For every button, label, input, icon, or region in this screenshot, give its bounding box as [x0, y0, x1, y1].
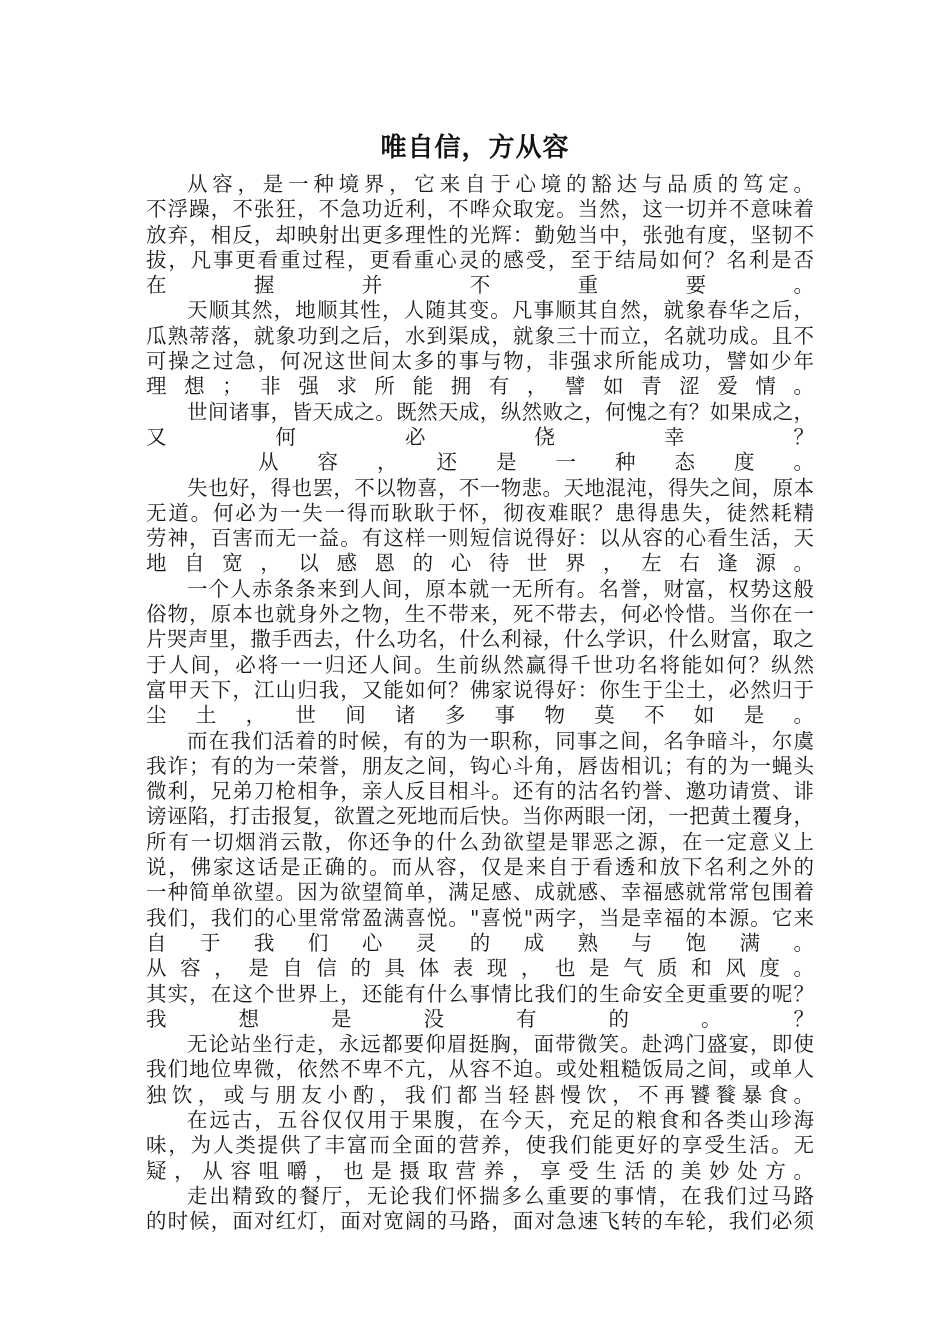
text-line: 俗物，原本也就身外之物，生不带来，死不带去，何必怜惜。当你在一: [146, 602, 814, 627]
text-line: 自于我们心灵的成熟与饱满。: [146, 930, 814, 955]
text-line: 的时候，面对红灯，面对宽阔的马路，面对急速飞转的车轮，我们必须: [146, 1209, 814, 1234]
text-line: 所有一切烟消云散，你还争的什么劲欲望是罪恶之源，在一定意义上: [146, 829, 814, 854]
text-line: 我诈；有的为一荣誉，朋友之间，钩心斗角，唇齿相讥；有的为一蝇头: [146, 753, 814, 778]
text-line: 其实，在这个世界上，还能有什么事情比我们的生命安全更重要的呢？: [146, 981, 814, 1006]
text-line: 片哭声里，撒手西去，什么功名，什么利禄，什么学识，什么财富，取之: [146, 627, 814, 652]
text-line: 又何必侥幸？: [146, 424, 814, 449]
text-line: 瓜熟蒂落，就象功到之后，水到渠成，就象三十而立，名就功成。且不: [146, 323, 814, 348]
text-line: 说，佛家这话是正确的。而从容，仅是来自于看透和放下名利之外的: [146, 855, 814, 880]
text-line: 而在我们活着的时候，有的为一职称，同事之间，名争暗斗，尔虞: [187, 728, 814, 753]
text-line: 在远古，五谷仅仅用于果腹，在今天，充足的粮食和各类山珍海: [187, 1107, 814, 1132]
text-line: 拔，凡事更看重过程，更看重心灵的感受，至于结局如何？名利是否: [146, 247, 814, 272]
text-line: 地自宽，以感恩的心待世界，左右逢源。: [146, 551, 814, 576]
text-line: 从容，还是一种态度。: [258, 450, 814, 475]
text-line: 一个人赤条条来到人间，原本就一无所有。名誉，财富，权势这般: [187, 576, 814, 601]
text-line: 我想是没有的。？: [146, 1006, 814, 1031]
text-line: 我们，我们的心里常常盈满喜悦。"喜悦"两字，当是幸福的本源。它来: [146, 905, 814, 930]
text-line: 无道。何必为一失一得而耿耿于怀，彻夜难眠？患得患失，徒然耗精: [146, 500, 814, 525]
text-line: 一种简单欲望。因为欲望简单，满足感、成就感、幸福感就常常包围着: [146, 880, 814, 905]
text-line: 劳神，百害而无一益。有这样一则短信说得好：以从容的心看生活，天: [146, 526, 814, 551]
text-line: 世间诸事，皆天成之。既然天成，纵然败之，何愧之有？如果成之，: [187, 399, 814, 424]
text-line: 从容，是自信的具体表现，也是气质和风度。: [146, 956, 814, 981]
text-line: 无论站坐行走，永远都要仰眉挺胸，面带微笑。赴鸿门盛宴，即使: [187, 1032, 814, 1057]
text-line: 微利，兄弟刀枪相争，亲人反目相斗。还有的沽名钓誉、邀功请赏、诽: [146, 779, 814, 804]
text-line: 疑，从容咀嚼，也是摄取营养，享受生活的美妙处方。: [146, 1158, 814, 1183]
text-line: 不浮躁，不张狂，不急功近利，不哗众取宠。当然，这一切并不意味着: [146, 197, 814, 222]
text-line: 可操之过急，何况这世间太多的事与物，非强求所能成功，譬如少年: [146, 349, 814, 374]
text-line: 味，为人类提供了丰富而全面的营养，使我们能更好的享受生活。无: [146, 1133, 814, 1158]
text-line: 独饮，或与朋友小酌，我们都当轻斟慢饮，不再饕餮暴食。: [146, 1082, 814, 1107]
text-line: 理想；非强求所能拥有，譬如青涩爱情。: [146, 374, 814, 399]
text-line: 我们地位卑微，依然不卑不亢，从容不迫。或处粗糙饭局之间，或单人: [146, 1057, 814, 1082]
text-line: 在握并不重要。: [146, 273, 814, 298]
text-line: 富甲天下，江山归我，又能如何？佛家说得好：你生于尘土，必然归于: [146, 677, 814, 702]
text-line: 走出精致的餐厅，无论我们怀揣多么重要的事情，在我们过马路: [187, 1183, 814, 1208]
text-line: 从容，是一种境界，它来自于心境的豁达与品质的笃定。: [187, 172, 814, 196]
text-line: 放弃，相反，却映射出更多理性的光辉：勤勉当中，张弛有度，坚韧不: [146, 222, 814, 247]
text-line: 天顺其然，地顺其性，人随其变。凡事顺其自然，就象春华之后，: [187, 298, 814, 323]
text-line: 谤诬陷，打击报复，欲置之死地而后快。当你两眼一闭，一把黄土覆身，: [146, 804, 814, 829]
text-line: 于人间，必将一一归还人间。生前纵然赢得千世功名将能如何？纵然: [146, 652, 814, 677]
text-line: 失也好，得也罢，不以物喜，不一物悲。天地混沌，得失之间，原本: [187, 475, 814, 500]
document-body: [146, 172, 814, 1234]
text-line: 尘土，世间诸多事物莫不如是。: [146, 703, 814, 728]
document-title: 唯自信，方从容: [380, 133, 570, 163]
